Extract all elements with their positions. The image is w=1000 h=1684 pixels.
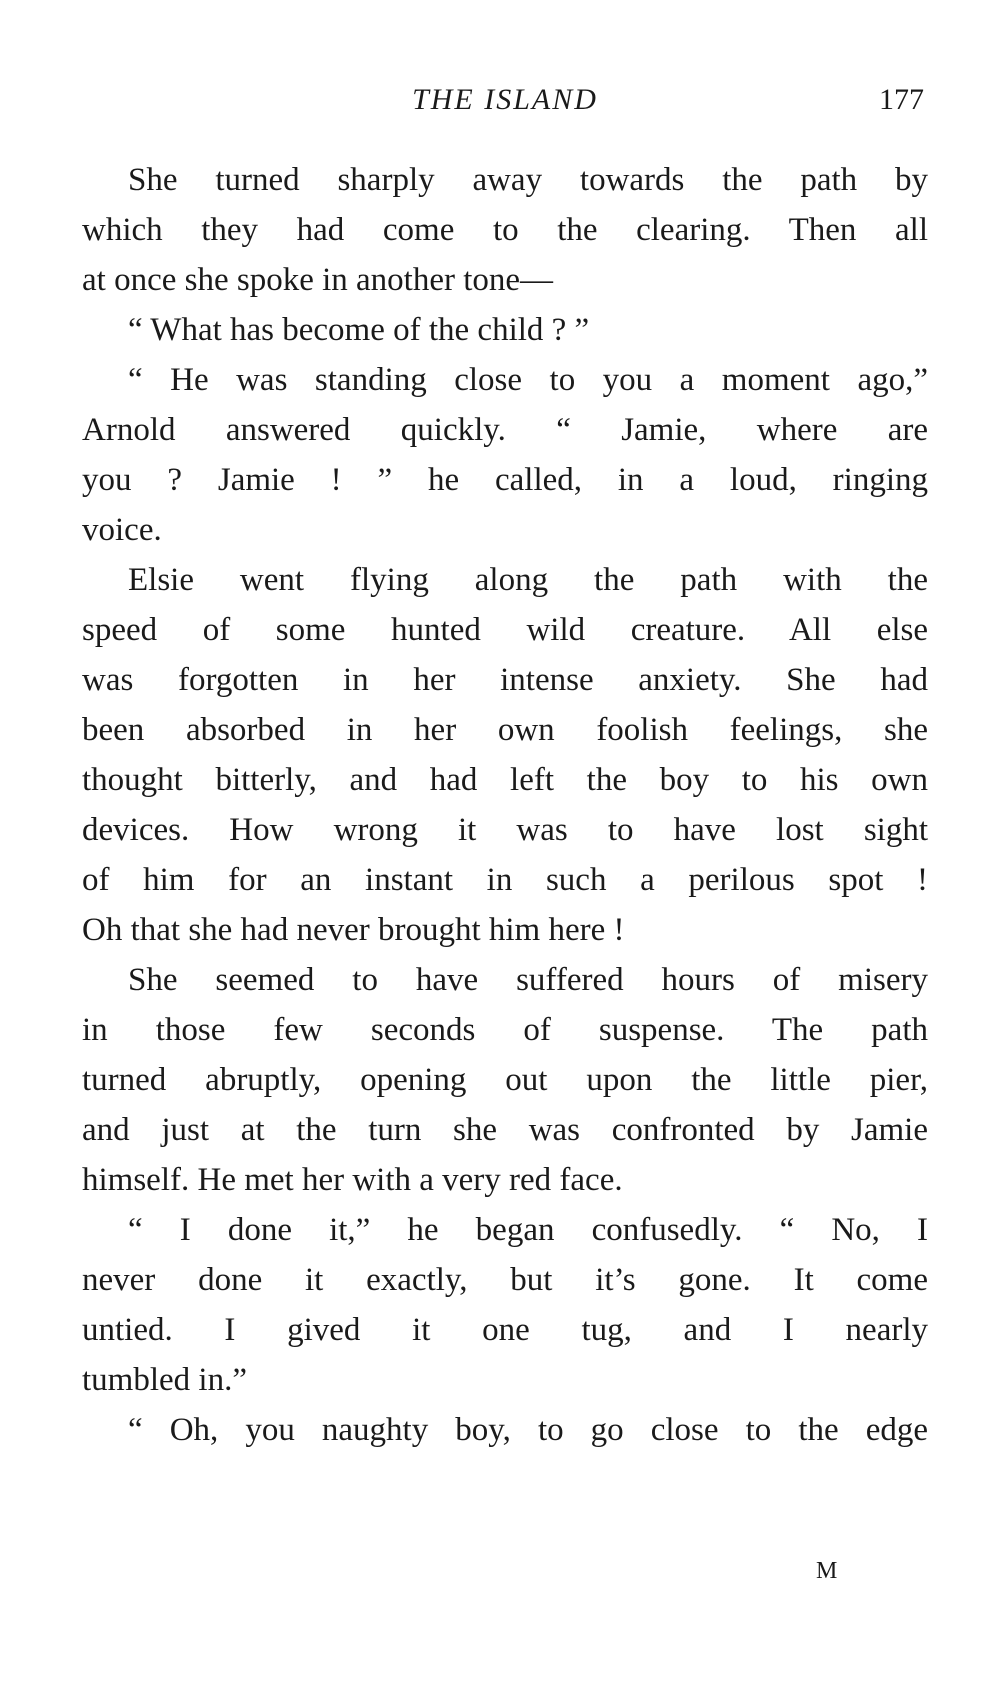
text-line: never done it exactly, but it’s gone. It come — [82, 1262, 928, 1298]
text-line: in those few seconds of suspense. The path — [82, 1012, 928, 1048]
text-line: thought bitterly, and had left the boy to his own — [82, 762, 928, 798]
book-page — [82, 0, 928, 1684]
text-line: “ He was standing close to you a moment ago,” — [128, 362, 928, 398]
running-title: THE ISLAND — [412, 83, 598, 116]
body-text — [82, 155, 928, 1455]
running-head — [82, 80, 928, 120]
text-line: Oh that she had never brought him here ! — [82, 912, 625, 948]
text-line: voice. — [82, 512, 162, 548]
text-line: you ? Jamie ! ” he called, in a loud, ringing — [82, 462, 928, 498]
text-line: at once she spoke in another tone— — [82, 262, 554, 298]
text-line: himself. He met her with a very red face. — [82, 1162, 623, 1198]
text-line: “ Oh, you naughty boy, to go close to the edge — [128, 1412, 928, 1448]
text-line: “ I done it,” he began confusedly. “ No, I — [128, 1212, 928, 1248]
text-line: of him for an instant in such a perilous spot ! — [82, 862, 928, 898]
text-line: She turned sharply away towards the path by — [128, 162, 928, 198]
text-line: turned abruptly, opening out upon the little pier, — [82, 1062, 928, 1098]
text-line: “ What has become of the child ? ” — [128, 312, 590, 348]
signature-mark: M — [816, 1558, 838, 1584]
text-line: untied. I gived it one tug, and I nearly — [82, 1312, 928, 1348]
text-line: She seemed to have suffered hours of misery — [128, 962, 928, 998]
page-number: 177 — [879, 83, 924, 116]
text-line: tumbled in.” — [82, 1362, 247, 1398]
text-line: and just at the turn she was confronted by Jamie — [82, 1112, 928, 1148]
text-line: devices. How wrong it was to have lost sight — [82, 812, 928, 848]
text-line: was forgotten in her intense anxiety. She had — [82, 662, 928, 698]
text-line: been absorbed in her own foolish feelings, she — [82, 712, 928, 748]
text-line: which they had come to the clearing. Then all — [82, 212, 928, 248]
text-line: Arnold answered quickly. “ Jamie, where are — [82, 412, 928, 448]
text-line: Elsie went flying along the path with the — [128, 562, 928, 598]
text-line: speed of some hunted wild creature. All else — [82, 612, 928, 648]
